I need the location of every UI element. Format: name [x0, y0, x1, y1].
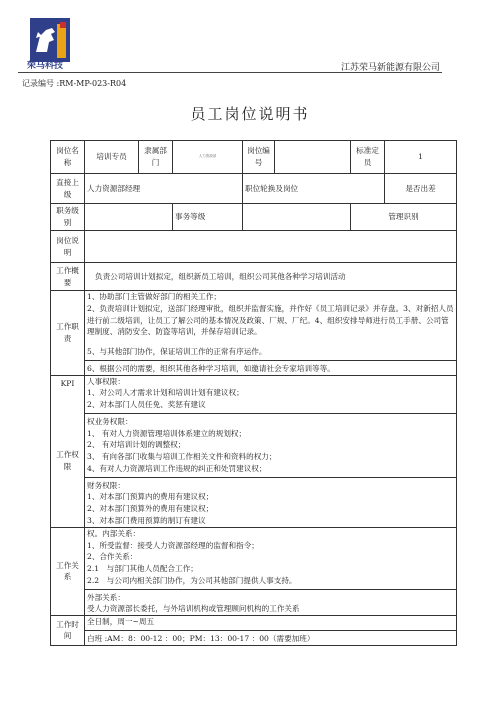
desc-label: 岗位说明 [51, 231, 85, 263]
finance-item: 1、对本部门预算内的费用有建议权； [87, 492, 214, 502]
relation-item: 2.1 与部门其他人员配合工作； [87, 564, 198, 574]
authority-content [85, 375, 457, 527]
header-divider [18, 72, 442, 73]
relation-item: 2.2 与公司内相关部门协作，为公司其他部门提供人事支持。 [87, 575, 297, 585]
duties-label: 工作职责 [51, 291, 85, 376]
relation-item: 权。内部关系： [87, 528, 141, 538]
finance-item: 2、对本部门预算外的费用有建议权； [87, 504, 214, 514]
relations-content [85, 527, 457, 615]
rotation-label: 职位轮换及岗位 [243, 174, 385, 204]
dept-value: 人力资源部 [173, 141, 243, 174]
affairs-label: 事务等级 [173, 204, 243, 231]
personnel-item: 2、对本部门人员任免、奖惩有建议 [87, 400, 206, 410]
authority-row [51, 375, 457, 527]
business-item: 4、有对人力资源培训工作违规的纠正和处罚建议权； [87, 463, 267, 473]
business-item: 3、 有向各部门收集与培训工作相关文件和资料的权力； [87, 452, 277, 462]
worktime-row [51, 616, 457, 646]
duties-row [51, 291, 457, 376]
grade-row [51, 204, 457, 231]
mgmt-label: 管理识别 [351, 204, 457, 231]
duties-content [85, 291, 457, 376]
authority-label: 工作权限 [56, 450, 79, 472]
company-name: 江苏荣马新能源有限公司 [340, 63, 440, 73]
quota-label: 标准定员 [351, 141, 385, 174]
overtime-label: 是否出差 [385, 174, 457, 204]
description-row [51, 231, 457, 263]
post-name-value: 培训专员 [85, 141, 139, 174]
desc-value [85, 231, 457, 263]
worktime-label: 工作时间 [51, 616, 85, 646]
overview-label: 工作概要 [51, 263, 85, 291]
business-title: 权业务权限： [87, 416, 133, 426]
superior-label: 直接上级 [51, 174, 85, 204]
kpi-label: KPI [60, 378, 75, 388]
personnel-item: 1、对公司人才需求计划和培训计划有建议权； [87, 388, 244, 398]
basic-info-row [51, 141, 457, 174]
horse-logo-icon [30, 18, 70, 62]
worktime-line2: 白班 :AM：8：00-12 ：00；PM：13：00-17 ：00（需要加班） [87, 633, 315, 643]
dept-label: 隶属部门 [139, 141, 173, 174]
worktime-line1: 全日制，周一~周五 [87, 617, 155, 627]
overview-text: 负责公司培训计划拟定，组织新员工培训，组织公司其他各种学习培训活动 [85, 263, 457, 291]
grade-label: 职务级别 [51, 204, 85, 231]
authority-label-cell [51, 375, 85, 527]
superior-value: 人力资源部经理 [85, 174, 243, 204]
duty-item: 5、与其他部门协作，保证培训工作的正常有序运作。 [87, 347, 267, 357]
affairs-value [243, 204, 351, 231]
relation-item: 2、合作关系： [87, 552, 138, 562]
quota-value: 1 [385, 141, 457, 174]
post-no-value [275, 141, 351, 174]
worktime-content [85, 616, 457, 646]
duty-item: 1、协助部门主管做好部门的相关工作； [87, 292, 221, 301]
post-name-label: 岗位名称 [51, 141, 85, 174]
record-number: 记录编号 :RM-MP-023-R04 [22, 79, 127, 88]
page-title: 员工岗位说明书 [190, 105, 310, 123]
personnel-title: 人事权限： [87, 376, 125, 386]
business-item: 2、 有对培训计划的调整权； [87, 440, 186, 450]
overview-row [51, 263, 457, 291]
duty-item: 6、根据公司的需要，组织其他各种学习培训，如邀请社会专家培训等等。 [87, 363, 335, 373]
relations-label: 工作关系 [51, 527, 85, 615]
business-item: 1、 有对人力资源管理培训体系建立的规划权； [87, 428, 247, 438]
external-title: 外部关系： [87, 592, 125, 602]
superior-row [51, 174, 457, 204]
finance-item: 3、对本部门费用预算的制订有建议 [87, 516, 206, 526]
relations-row [51, 527, 457, 615]
relation-item: 1、所受监督：接受人力资源部经理的监督和指令； [87, 540, 259, 550]
finance-title: 财务权限： [87, 480, 125, 490]
job-description-table [50, 140, 457, 646]
duty-item: 2、负责培训计划拟定，送部门经理审批，组织并监督实施，并作好《员工培训记录》并存盘。3、对新招人员进行前二级培训，让员工了解公司的基本情况及政策、厂规、厂纪。4、组织安排导师进行员工手册、公司管理制度、消防安全、防盗等培训，并保存培训记录。 [87, 303, 454, 337]
post-no-label: 岗位编号 [243, 141, 275, 174]
grade-value [85, 204, 173, 231]
external-text: 受人力资源部长委托，与外培训机构或管理顾问机构的工作关系 [87, 604, 300, 614]
logo-text: 荣马科技 [27, 61, 64, 71]
